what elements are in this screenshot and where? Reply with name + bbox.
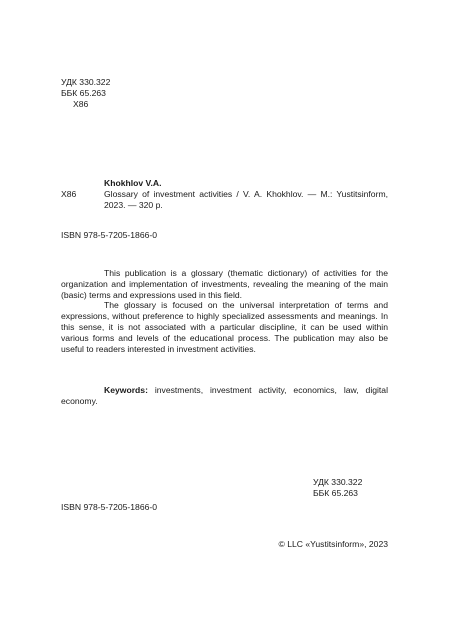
copyright: © LLC «Yustitsinform», 2023 xyxy=(278,539,388,549)
annotation-paragraph-1: This publication is a glossary (thematic dictionary) of activities for the organization and implementation of investments, revealing the meaning of the main (basic) terms and expressions used in this field. xyxy=(61,268,388,300)
annotation xyxy=(61,268,388,354)
bbk-code: ББК 65.263 xyxy=(61,87,106,98)
keywords xyxy=(61,385,388,407)
record-author-mark: Х86 xyxy=(61,188,77,199)
bibliographic-description: Glossary of investment activities / V. A. Khokhlov. — M.: Yustitsinform, 2023. — 320 p. xyxy=(104,188,388,210)
keywords-label: Keywords: xyxy=(104,385,148,395)
bibliographic-record xyxy=(104,178,388,210)
author-name: Khokhlov V.A. xyxy=(104,178,162,188)
isbn-bottom: ISBN 978-5-7205-1866-0 xyxy=(61,502,158,512)
footer-bbk-code: ББК 65.263 xyxy=(313,487,358,498)
keywords-text: investments, investment activity, economics, law, digital economy. xyxy=(61,385,388,406)
isbn-top: ISBN 978-5-7205-1866-0 xyxy=(61,230,158,240)
udk-code: УДК 330.322 xyxy=(61,77,111,87)
footer-classification xyxy=(313,477,362,499)
author-mark: Х86 xyxy=(73,98,89,109)
footer-udk-code: УДК 330.322 xyxy=(313,477,363,487)
header-classification xyxy=(61,77,110,109)
annotation-paragraph-2: The glossary is focused on the universal interpretation of terms and expressions, without preference to highly specialized assessments and meanings. In this sense, it is not associated with a particular discipline, it can be used within various forms and levels of the educational process. The publication may also be useful to readers interested in investment activities. xyxy=(61,300,388,354)
